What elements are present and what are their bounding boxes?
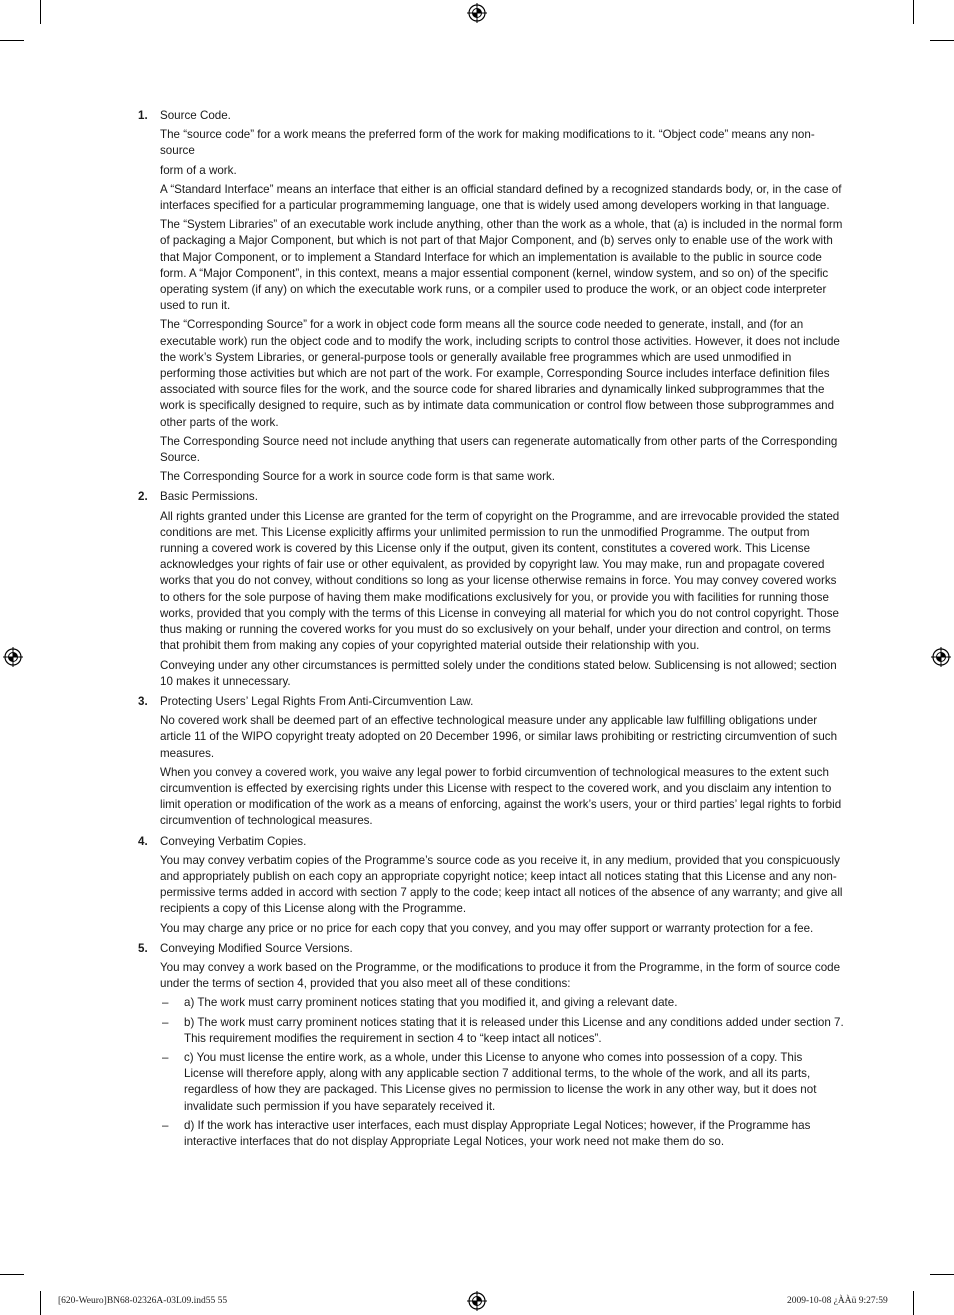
section-title: Conveying Verbatim Copies. <box>160 834 307 848</box>
list-item-marker: – <box>162 1050 169 1064</box>
paragraph: You may convey a work based on the Programme, or the modifications to produce it from the Programme, in the form of source code under the terms of section 4, provided that you also meet all of these conditions: <box>160 960 841 991</box>
crop-mark-bottom-right <box>913 1291 914 1315</box>
list-item <box>162 995 844 1011</box>
crop-mark-top-left <box>40 0 41 24</box>
list-item <box>162 1118 844 1150</box>
paragraph: You may convey verbatim copies of the Programme’s source code as you receive it, in any medium, provided that you conspicuously and appropriately publish on each copy an appropriate copyright notice; keep intact all notices stating that this License and any non-permissive terms added in accord with section 7 apply to the code; keep intact all notices of the absence of any warranty; and give all recipients a copy of this License along with the Programme. <box>160 853 843 916</box>
list-item <box>162 1050 844 1115</box>
footer-timestamp: 2009-10-08 ¿ÀÀü 9:27:59 <box>787 1296 888 1306</box>
paragraph: You may charge any price or no price for each copy that you convey, and you may offer support or warranty protection for a fee. <box>160 921 814 935</box>
paragraph: The “System Libraries” of an executable work include anything, other than the work as a whole, that (a) is included in the normal form of packaging a Major Component, but which is not part of that Major Component, and (b) serves only to enable use of the work with that Major Component, or to implement a Standard Interface for which an implementation is available to the public in source code form. A “Major Component”, in this context, means a major essential component (kernel, window system, and so on) of the specific operating system (if any) on which the executable work runs, or a compiler used to produce the work, or an object code interpreter used to run it. <box>160 218 843 313</box>
registration-mark-bottom-icon <box>467 1291 487 1311</box>
registration-mark-top-icon <box>467 3 487 23</box>
crop-mark-bottom-left <box>40 1291 41 1315</box>
crop-mark-bottom-right-h <box>930 1274 954 1275</box>
list-item-marker: – <box>162 1015 169 1029</box>
section <box>138 941 844 1150</box>
section-number: 2. <box>138 490 148 504</box>
crop-mark-top-right <box>913 0 914 24</box>
paragraph: form of a work. <box>160 163 237 177</box>
section-number: 1. <box>138 109 148 122</box>
crop-mark-top-left-h <box>0 40 24 41</box>
paragraph: The Corresponding Source for a work in source code form is that same work. <box>160 470 556 484</box>
crop-mark-top-right-h <box>930 40 954 41</box>
section-number: 5. <box>138 941 148 955</box>
registration-mark-right-icon <box>931 647 951 667</box>
section-number: 3. <box>138 694 148 708</box>
section <box>138 834 844 937</box>
crop-mark-bottom-left-h <box>0 1274 24 1275</box>
paragraph: The “Corresponding Source” for a work in object code form means all the source code needed to generate, install, and (for an executable work) run the object code and to modify the work, including scripts to control those activities. However, it does not include the work’s System Libraries, or general-purpose tools or generally available free programmes which are used unmodified in performing those activities but which are not part of the work. For example, Corresponding Source includes interface definition files associated with source files for the work, and the source code for shared libraries and dynamically linked subprogrammes that the work is specifically designed to require, such as by intimate data communication or control flow between those subprogrammes and other parts of the work. <box>160 318 840 429</box>
paragraph: The Corresponding Source need not include anything that users can regenerate automatically from other parts of the Corresponding Source. <box>160 434 838 465</box>
section-title: Protecting Users’ Legal Rights From Anti-Circumvention Law. <box>160 694 474 708</box>
section-number: 4. <box>138 834 148 848</box>
paragraph: No covered work shall be deemed part of an effective technological measure under any applicable law fulfilling obligations under article 11 of the WIPO copyright treaty adopted on 20 December 1996, or similar laws prohibiting or restricting circumvention of such measures. <box>160 714 838 760</box>
registration-mark-left-icon <box>3 647 23 667</box>
paragraph: A “Standard Interface” means an interface that either is an official standard defined by a recognized standards body, or, in the case of interfaces specified for a particular programmeming language, one that is widely used among developers working in that language. <box>160 182 842 213</box>
paragraph: The “source code” for a work means the preferred form of the work for making modifications to it. “Object code” means any non-source <box>160 128 815 158</box>
license-text <box>138 108 844 1153</box>
list-item-text: b) The work must carry prominent notices stating that it is released under this License and any conditions added under section 7. This requirement modifies the requirement in section 4 to “keep intact all notices”. <box>184 1015 844 1045</box>
paragraph: Conveying under any other circumstances is permitted solely under the conditions stated below. Sublicensing is not allowed; section 10 makes it unnecessary. <box>160 658 837 688</box>
list-item-marker: – <box>162 996 169 1010</box>
section-title: Source Code. <box>160 109 231 122</box>
paragraph: All rights granted under this License are granted for the term of copyright on the Programme, and are irrevocable provided the stated conditions are met. This License explicitly affirms your unlimited permission to run the unmodified Programme. The output from running a covered work is covered by this License only if the output, given its content, constitutes a covered work. This License acknowledges your rights of fair use or other equivalent, as provided by copyright law. You may make, run and propagate covered works that you do not convey, without conditions so long as your license otherwise remains in force. You may convey covered works to others for the sole purpose of having them make modifications exclusively for you, or provide you with facilities for running those works, provided that you comply with the terms of this License in conveying all material for which you do not control copyright. Those thus making or running the covered works for you must do so exclusively on your behalf, under your direction and control, on terms that prohibit them from making any copies of your copyrighted material outside their relationship with you. <box>160 509 840 653</box>
footer-file-info: [620-Weuro]BN68-02326A-03L09.ind55 55 <box>58 1296 228 1306</box>
list-item <box>162 1015 844 1047</box>
paragraph: When you convey a covered work, you waive any legal power to forbid circumvention of technological measures to the extent such circumvention is effected by exercising rights under this License with respect to the covered work, and you disclaim any intention to limit operation or modification of the work as a means of enforcing, against the work’s users, your or third parties’ legal rights to forbid circumvention of technological measures. <box>160 765 842 828</box>
section-title: Basic Permissions. <box>160 490 258 504</box>
list-item-text: a) The work must carry prominent notices stating that you modified it, and giving a relevant date. <box>184 996 678 1010</box>
section <box>138 694 844 830</box>
section <box>138 489 844 689</box>
list-item-text: c) You must license the entire work, as a whole, under this License to anyone who comes into possession of a copy. This License will therefore apply, along with any applicable section 7 additional terms, to the whole of the work, and all its parts, regardless of how they are packaged. This License gives no permission to license the work in any other way, but it does not invalidate such permission if you have separately received it. <box>184 1050 817 1113</box>
list-item-marker: – <box>162 1118 169 1132</box>
section-title: Conveying Modified Source Versions. <box>160 941 353 955</box>
section <box>138 108 844 485</box>
list-item-text: d) If the work has interactive user interfaces, each must display Appropriate Legal Notices; however, if the Programme has interactive interfaces that do not display Appropriate Legal Notices, your work need not make them do so. <box>184 1118 811 1148</box>
